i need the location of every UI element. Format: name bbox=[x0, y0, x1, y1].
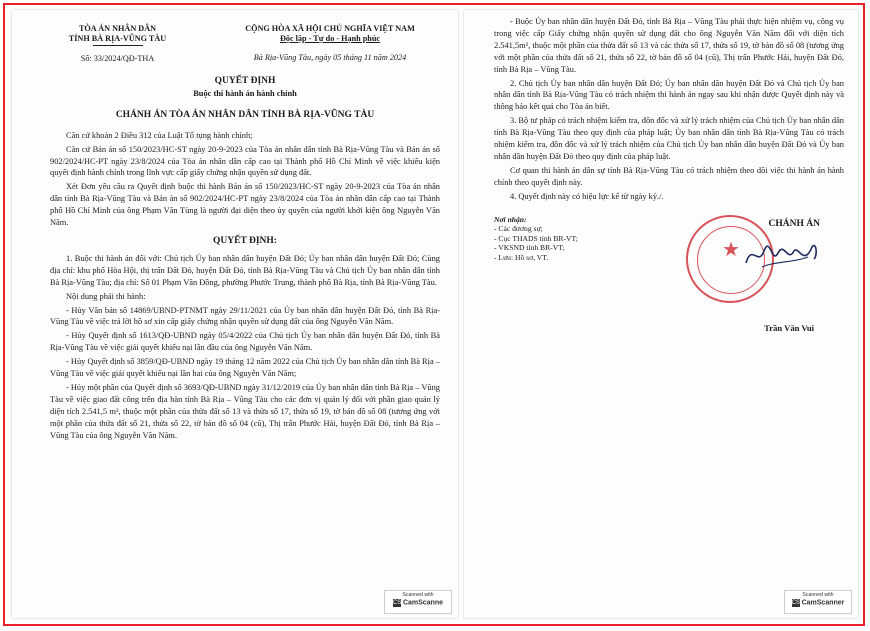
enforcement-agency-clause: Cơ quan thi hành án dân sự tỉnh Bà Rịa-Vũng Tàu có trách nhiệm theo dõi việc thi hành án hành chính theo quyết định này. bbox=[494, 165, 844, 187]
decision-article-1: 1. Buộc thi hành án đối với: Chủ tịch Ủy ban nhân dân huyện Đất Đỏ; Ủy ban nhân dân huyện Đất Đỏ; Cùng địa chỉ: khu phố Hòa Hội, thị trấn Đất Đỏ, huyện Đất Đỏ, tỉnh Bà Rịa-Vũng Tàu và Chủ tịch Ủy ban nhân dân tỉnh Bà Rịa-Vũng Tàu; địa chỉ: Số 01 Phạm Văn Đồng, phường Phước Trung, thành phố Bà Rịa, tỉnh Bà Rịa-Vũng Tàu. bbox=[50, 253, 440, 287]
national-motto: Độc lập - Tự do - Hạnh phúc bbox=[279, 34, 381, 43]
document-number: Số: 33/2024/QĐ-THA bbox=[80, 54, 155, 63]
court-line-2: TỈNH BÀ RỊA-VŨNG TÀU bbox=[68, 34, 167, 43]
decision-heading: QUYẾT ĐỊNH: bbox=[213, 235, 277, 246]
camscanner-watermark-right bbox=[784, 590, 852, 614]
court-line-1: TÒA ÁN NHÂN DÂN bbox=[78, 24, 157, 33]
nation-name: CỘNG HÒA XÃ HỘI CHỦ NGHĨA VIỆT NAM bbox=[245, 24, 415, 33]
compel-item: - Buộc Ủy ban nhân dân huyện Đất Đỏ, tỉnh Bà Rịa – Vũng Tàu phải thực hiện nhiệm vụ, công vụ trong việc cấp Giấy chứng nhận quyền sử dụng đất cho ông Nguyễn Văn Năm đối với diện tích 2.541,5m², thuộc một phần của thửa đất số 13 và các thửa số 17, thửa số 19, tờ bản đồ số 08 (tương ứng với một phần của thửa đất số 21, thửa số 22, tờ bản đồ số 04 (cũ), Thị trấn Phước Hải, huyện Đất Đỏ, tỉnh Bà Rịa – Vũng Tàu. bbox=[494, 17, 844, 74]
camscanner-brand: CamScanne bbox=[402, 599, 444, 607]
place-date: Bà Rịa-Vũng Tàu, ngày 05 tháng 11 năm 2024 bbox=[253, 53, 407, 62]
legal-basis-3: Xét Đơn yêu cầu ra Quyết định buộc thi hành Bản án số 150/2023/HC-ST ngày 20-9-2023 của Tòa án nhân dân tỉnh Bà Rịa-Vũng Tàu và Bản án số 902/2024/HC-PT ngày 23/8/2024 của Tòa án nhân dân cấp cao tại Thành phố Hồ Chí Minh của ông Phạm Văn Tùng là người đại diện theo ủy quyền của người khởi kiện ông Nguyễn Văn Năm. bbox=[50, 182, 440, 228]
legal-basis-2: Căn cứ Bản án số 150/2023/HC-ST ngày 20-9-2023 của Tòa án nhân dân tỉnh Bà Rịa-Vũng Tàu và Bản án số 902/2024/HC-PT ngày 23/8/2024 của Tòa án nhân dân cấp cao tại Thành phố Hồ Chí Minh về việc khiếu kiện quyết định hành chính trong lĩnh vực cấp giấy chứng nhận quyền sử dụng đất. bbox=[50, 144, 440, 178]
issuing-authority: CHÁNH ÁN TÒA ÁN NHÂN DÂN TỈNH BÀ RỊA-VŨNG TÀU bbox=[115, 109, 375, 120]
cancel-item-1: - Hủy Văn bản số 14869/UBND-PTNMT ngày 29/11/2021 của Ủy ban nhân dân huyện Đất Đỏ, tỉnh Bà Rịa-Vũng Tàu về việc trả lời hồ sơ xin cấp giấy chứng nhận quyền sử dụng đất của ông Nguyễn Văn Năm. bbox=[50, 305, 440, 327]
recipient-item: - Lưu: Hồ sơ, VT. bbox=[494, 252, 549, 262]
recipient-item: - Các đương sự; bbox=[494, 224, 543, 234]
signature-block bbox=[684, 215, 834, 345]
seal-star-icon: ★ bbox=[722, 238, 740, 261]
document-page-1 bbox=[12, 10, 458, 618]
recipient-item: - VKSND tỉnh BR-VT; bbox=[494, 243, 565, 253]
signer-title: CHÁNH ÁN bbox=[768, 218, 820, 229]
camscanner-logo-icon: CS bbox=[392, 600, 402, 606]
header-underline-left bbox=[93, 45, 143, 46]
decision-article-2: 2. Chủ tịch Ủy ban nhân dân huyện Đất Đỏ; Ủy ban nhân dân huyện Đất Đỏ và Chủ tịch Ủy ban nhân dân tỉnh Bà Rịa-Vũng Tàu có trách nhiệm thi hành án ngay sau khi nhận được Quyết định này và thông báo kết quả cho Tòa án biết. bbox=[494, 78, 844, 112]
legal-basis-1: Căn cứ khoản 2 Điều 312 của Luật Tố tụng hành chính; bbox=[66, 130, 253, 140]
closing-section bbox=[494, 215, 844, 345]
national-heading bbox=[220, 24, 440, 64]
camscanner-logo-icon: CS bbox=[791, 600, 800, 606]
recipients-label: Nơi nhận: bbox=[494, 214, 527, 224]
recipients-list bbox=[494, 215, 684, 345]
page-2-content bbox=[494, 16, 844, 345]
decision-article-4: 4. Quyết định này có hiệu lực kể từ ngày ký./. bbox=[510, 191, 664, 201]
cancel-item-4: - Hủy một phần của Quyết định số 3693/QĐ-UBND ngày 31/12/2019 của Ủy ban nhân dân tỉnh Bà Rịa – Vũng Tàu về việc giao đất công trên địa bàn tỉnh Bà Rịa – Vũng Tàu cho các đơn vị quản lý đối với phần giao quản lý diện tích 2.541,5 m², thuộc một phần của thửa đất số 13 và thửa số 17, thửa số 19, tờ bản đồ số 08 (tương ứng với một phần của thửa đất số 21, thửa số 22, tờ bản đồ số 04 (cũ), Thị trấn Phước Hải, huyện Đất Đỏ, tỉnh Bà Rịa – Vũng Tàu của ông Nguyễn Văn Năm. bbox=[50, 382, 440, 440]
document-header bbox=[50, 24, 440, 64]
content-to-execute: Nội dung phải thi hành: bbox=[66, 291, 146, 301]
camscanner-brand: CamScanner bbox=[801, 599, 845, 607]
scanned-caption: Scanned with bbox=[402, 592, 434, 598]
page-1-content bbox=[50, 24, 440, 443]
scanned-caption: Scanned with bbox=[802, 592, 834, 598]
issuing-body bbox=[50, 24, 185, 64]
camscanner-watermark-left bbox=[384, 590, 452, 614]
handwritten-signature-icon bbox=[742, 237, 822, 273]
cancel-item-3: - Hủy Quyết định số 3859/QĐ-UBND ngày 19 tháng 12 năm 2022 của Chủ tịch Ủy ban nhân dân tỉnh Bà Rịa – Vũng Tàu về việc giải quyết khiếu nại lần hai của ông Nguyễn Văn Năm; bbox=[50, 357, 440, 379]
document-subtitle: Buộc thi hành án hành chính bbox=[193, 88, 297, 98]
decision-article-3: 3. Bộ tư pháp có trách nhiệm kiểm tra, đôn đốc và xử lý trách nhiệm của Chủ tịch Ủy ban nhân dân tỉnh Bà Rịa-Vũng Tàu theo quy định của pháp luật; Ủy ban nhân dân tỉnh Bà Rịa-Vũng Tàu có trách nhiệm kiểm tra, đôn đốc và xử lý trách nhiệm của Chủ tịch Ủy ban nhân dân huyện Đất Đỏ và Ủy ban nhân dân huyện Đất Đỏ theo quy định của pháp luật. bbox=[494, 116, 844, 161]
document-title: QUYẾT ĐỊNH bbox=[214, 76, 276, 86]
signer-name: Trần Văn Vui bbox=[764, 322, 814, 333]
document-page-2 bbox=[464, 10, 858, 618]
recipient-item: - Cục THADS tỉnh BR-VT; bbox=[494, 233, 578, 243]
cancel-item-2: - Hủy Quyết định số 1613/QĐ-UBND ngày 05/4/2022 của Chủ tịch Ủy ban nhân dân huyện Đất Đỏ, tỉnh Bà Rịa-Vũng Tàu về việc giải quyết khiếu nại lần đầu của ông Nguyễn Văn Năm. bbox=[50, 331, 440, 353]
